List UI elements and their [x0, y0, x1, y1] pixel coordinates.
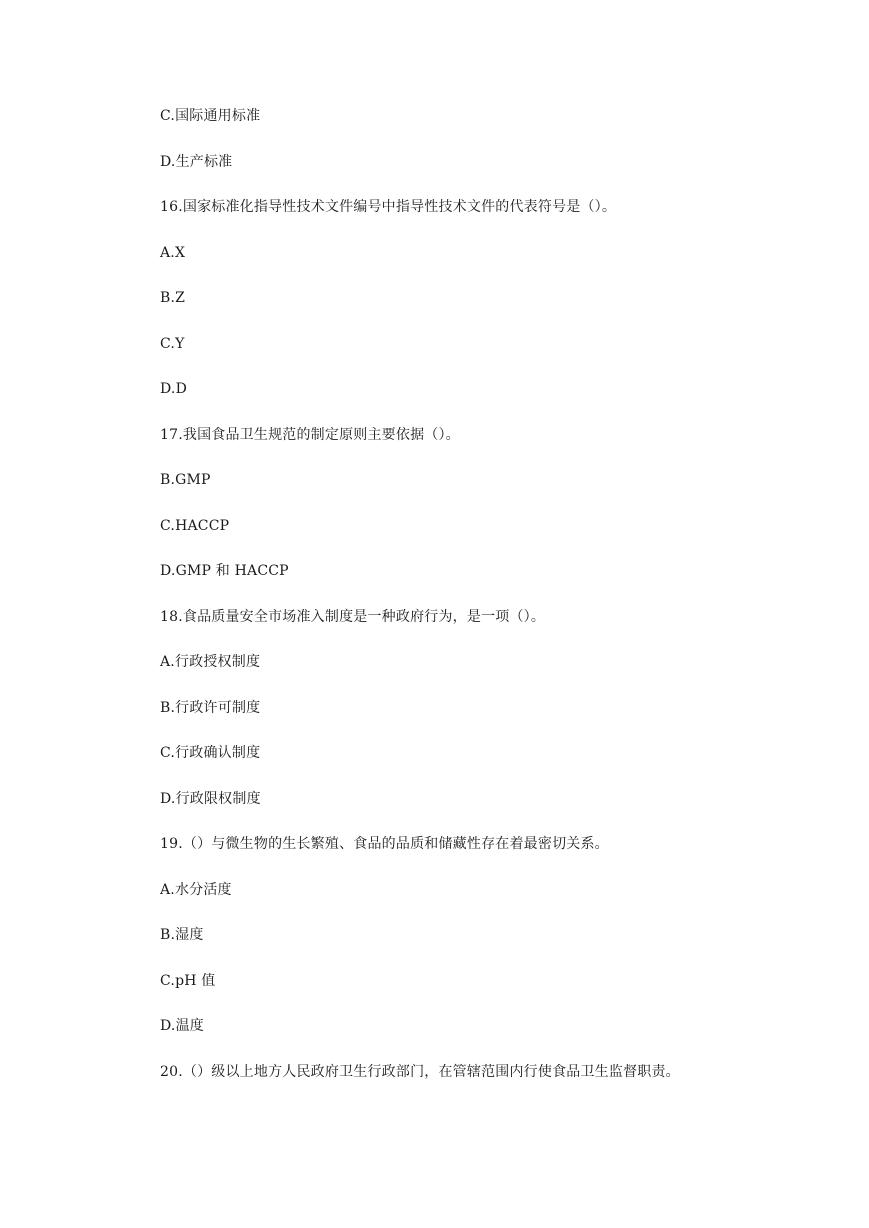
option-d-17: D.GMP 和 HACCP: [160, 563, 289, 579]
option-a-19: A.水分活度: [160, 882, 232, 898]
option-d-19: D.温度: [160, 1018, 204, 1034]
question-19: 19.（）与微生物的生长繁殖、食品的品质和储藏性存在着最密切关系。: [160, 836, 609, 852]
option-d-16: D.D: [160, 381, 188, 397]
option-b-18: B.行政许可制度: [160, 700, 261, 716]
option-c-17: C.HACCP: [160, 518, 230, 534]
option-a-18: A.行政授权制度: [160, 654, 261, 670]
option-d-18: D.行政限权制度: [160, 791, 261, 807]
question-16: 16.国家标准化指导性技术文件编号中指导性技术文件的代表符号是（）。: [160, 199, 617, 215]
question-17: 17.我国食品卫生规范的制定原则主要依据（）。: [160, 427, 460, 443]
option-a-16: A.X: [160, 245, 186, 261]
option-b-17: B.GMP: [160, 472, 211, 488]
question-20: 20.（）级以上地方人民政府卫生行政部门，在管辖范围内行使食品卫生监督职责。: [160, 1064, 680, 1080]
question-18: 18.食品质量安全市场准入制度是一种政府行为，是一项（）。: [160, 609, 546, 625]
option-c-18: C.行政确认制度: [160, 745, 261, 761]
option-b-16: B.Z: [160, 290, 186, 306]
option-c-15: C.国际通用标准: [160, 108, 261, 124]
option-d-15: D.生产标准: [160, 154, 233, 170]
option-c-19: C.pH 值: [160, 973, 216, 989]
option-c-16: C.Y: [160, 336, 185, 352]
option-b-19: B.湿度: [160, 927, 204, 943]
